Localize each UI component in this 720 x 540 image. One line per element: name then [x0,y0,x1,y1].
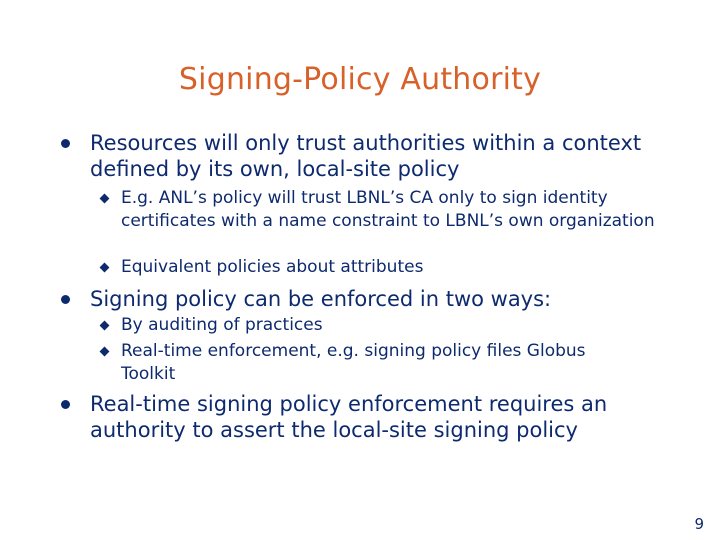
bullet-dot-icon [61,139,70,148]
sub-bullet-text: Equivalent policies about attributes [121,257,424,277]
sub-bullet-text: E.g. ANL’s policy will trust LBNL’s CA only to sign identity certificates with a name constraint to LBNL’s own organization [121,188,655,231]
sub-bullet-item [121,340,601,386]
bullet-text: Resources will only trust authorities within a context defined by its own, local-site policy [90,131,642,181]
diamond-bullet-icon [100,321,110,331]
sub-bullet-item [121,256,681,279]
sub-bullet-text: Real-time enforcement, e.g. signing policy files Globus Toolkit [121,341,586,384]
bullet-item [90,286,680,312]
diamond-bullet-icon [100,347,110,357]
sub-bullet-item [121,314,681,337]
sub-bullet-text: By auditing of practices [121,315,323,335]
bullet-dot-icon [61,295,70,304]
bullet-item [90,391,660,443]
diamond-bullet-icon [100,263,110,273]
sub-bullet-item [121,187,681,233]
diamond-bullet-icon [100,194,110,204]
slide-title: Signing-Policy Authority [178,62,542,97]
page-number: 9 [694,515,704,533]
bullet-text: Signing policy can be enforced in two ways: [90,287,552,311]
bullet-item [90,130,680,182]
bullet-dot-icon [61,400,70,409]
bullet-text: Real-time signing policy enforcement requires an authority to assert the local-site signing policy [90,392,608,442]
